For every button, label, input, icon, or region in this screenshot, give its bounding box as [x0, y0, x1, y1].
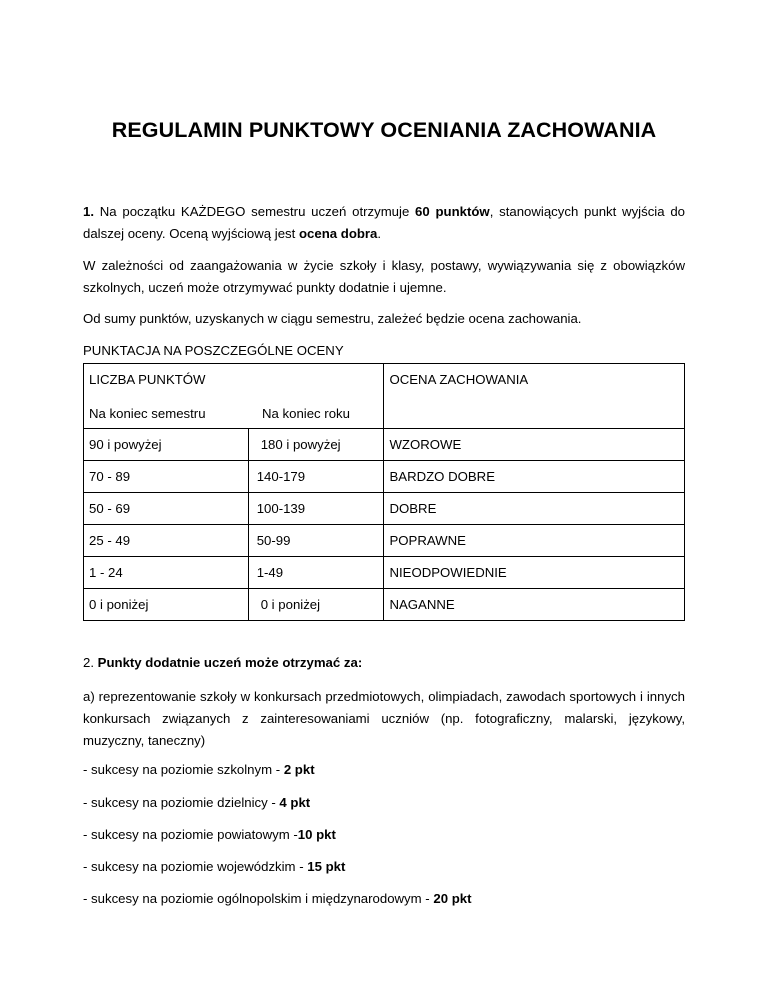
- header-semester: Na koniec semestru: [89, 406, 206, 421]
- paragraph-1-text-c: .: [377, 226, 382, 241]
- cell-grade: WZOROWE: [384, 429, 685, 461]
- cell-grade: DOBRE: [384, 493, 685, 525]
- cell-grade: BARDZO DOBRE: [384, 461, 685, 493]
- table-row: [84, 589, 685, 621]
- table-row: [84, 557, 685, 589]
- header-grade: OCENA ZACHOWANIA: [389, 372, 529, 387]
- list-item: [83, 827, 336, 842]
- cell-semester: 0 i poniżej: [84, 589, 249, 621]
- cell-year: 0 i poniżej: [248, 589, 384, 621]
- cell-year: 50-99: [248, 525, 384, 557]
- cell-semester: 70 - 89: [84, 461, 249, 493]
- cell-year: 180 i powyżej: [248, 429, 384, 461]
- table-header-row: [84, 364, 685, 429]
- list-item-points: 2 pkt: [283, 762, 315, 777]
- list-item: [83, 762, 315, 777]
- cell-semester: 90 i powyżej: [84, 429, 249, 461]
- list-item-text: - sukcesy na poziomie szkolnym -: [83, 762, 284, 777]
- cell-grade: NAGANNE: [384, 589, 685, 621]
- cell-semester: 1 - 24: [84, 557, 249, 589]
- paragraph-1-text-b: , stanowiących punkt wyjścia do dalszej oceny. Oceną wyjściową jest: [83, 204, 685, 241]
- list-item: [83, 859, 345, 874]
- list-item-points: 10 pkt: [297, 827, 336, 842]
- list-item-text: - sukcesy na poziomie ogólnopolskim i międzynarodowym -: [83, 891, 434, 906]
- header-year: Na koniec roku: [262, 406, 350, 421]
- document-title: REGULAMIN PUNKTOWY OCENIANIA ZACHOWANIA: [111, 118, 657, 142]
- paragraph-1: [83, 201, 685, 245]
- paragraph-2: W zależności od zaangażowania w życie szkoły i klasy, postawy, wywiązywania się z obowiązków szkolnych, uczeń może otrzymywać punkty dodatnie i ujemne.: [83, 258, 685, 295]
- section-2-heading: [83, 655, 362, 670]
- list-item: [83, 891, 471, 906]
- list-item-text: - sukcesy na poziomie wojewódzkim -: [83, 859, 308, 874]
- cell-grade: NIEODPOWIEDNIE: [384, 557, 685, 589]
- table-row: [84, 525, 685, 557]
- table-row: [84, 461, 685, 493]
- paragraph-1-text-a: Na początku KAŻDEGO semestru uczeń otrzymuje: [94, 204, 416, 219]
- header-points: LICZBA PUNKTÓW: [89, 372, 206, 387]
- grades-section-label: PUNKTACJA NA POSZCZEGÓLNE OCENY: [83, 343, 344, 358]
- cell-grade: POPRAWNE: [384, 525, 685, 557]
- cell-semester: 50 - 69: [84, 493, 249, 525]
- table-row: [84, 493, 685, 525]
- paragraph-3: Od sumy punktów, uzyskanych w ciągu semestru, zależeć będzie ocena zachowania.: [83, 311, 582, 326]
- paragraph-1-points: 60 punktów: [415, 204, 490, 219]
- section-2-title: Punkty dodatnie uczeń może otrzymać za:: [97, 655, 363, 670]
- cell-semester: 25 - 49: [84, 525, 249, 557]
- table-row: [84, 429, 685, 461]
- paragraph-1-grade: ocena dobra: [298, 226, 378, 241]
- cell-year: 100-139: [248, 493, 384, 525]
- grades-table: [83, 363, 685, 621]
- cell-year: 140-179: [248, 461, 384, 493]
- cell-year: 1-49: [248, 557, 384, 589]
- list-item-points: 15 pkt: [307, 859, 346, 874]
- header-points-cell: [84, 364, 384, 429]
- list-item-points: 4 pkt: [279, 795, 311, 810]
- paragraph-a: a) reprezentowanie szkoły w konkursach przedmiotowych, olimpiadach, zawodach sportowych i innych konkursach związanych z zainteresowaniami uczniów (np. fotograficzny, malarski, językowy, muzyczny, taneczny): [83, 689, 685, 748]
- paragraph-1-number: 1.: [83, 204, 94, 219]
- list-item-text: - sukcesy na poziomie powiatowym -: [83, 827, 298, 842]
- list-item: [83, 795, 310, 810]
- list-item-text: - sukcesy na poziomie dzielnicy -: [83, 795, 280, 810]
- section-2-number: 2.: [83, 655, 98, 670]
- list-item-points: 20 pkt: [433, 891, 472, 906]
- header-grade-cell: [384, 364, 685, 429]
